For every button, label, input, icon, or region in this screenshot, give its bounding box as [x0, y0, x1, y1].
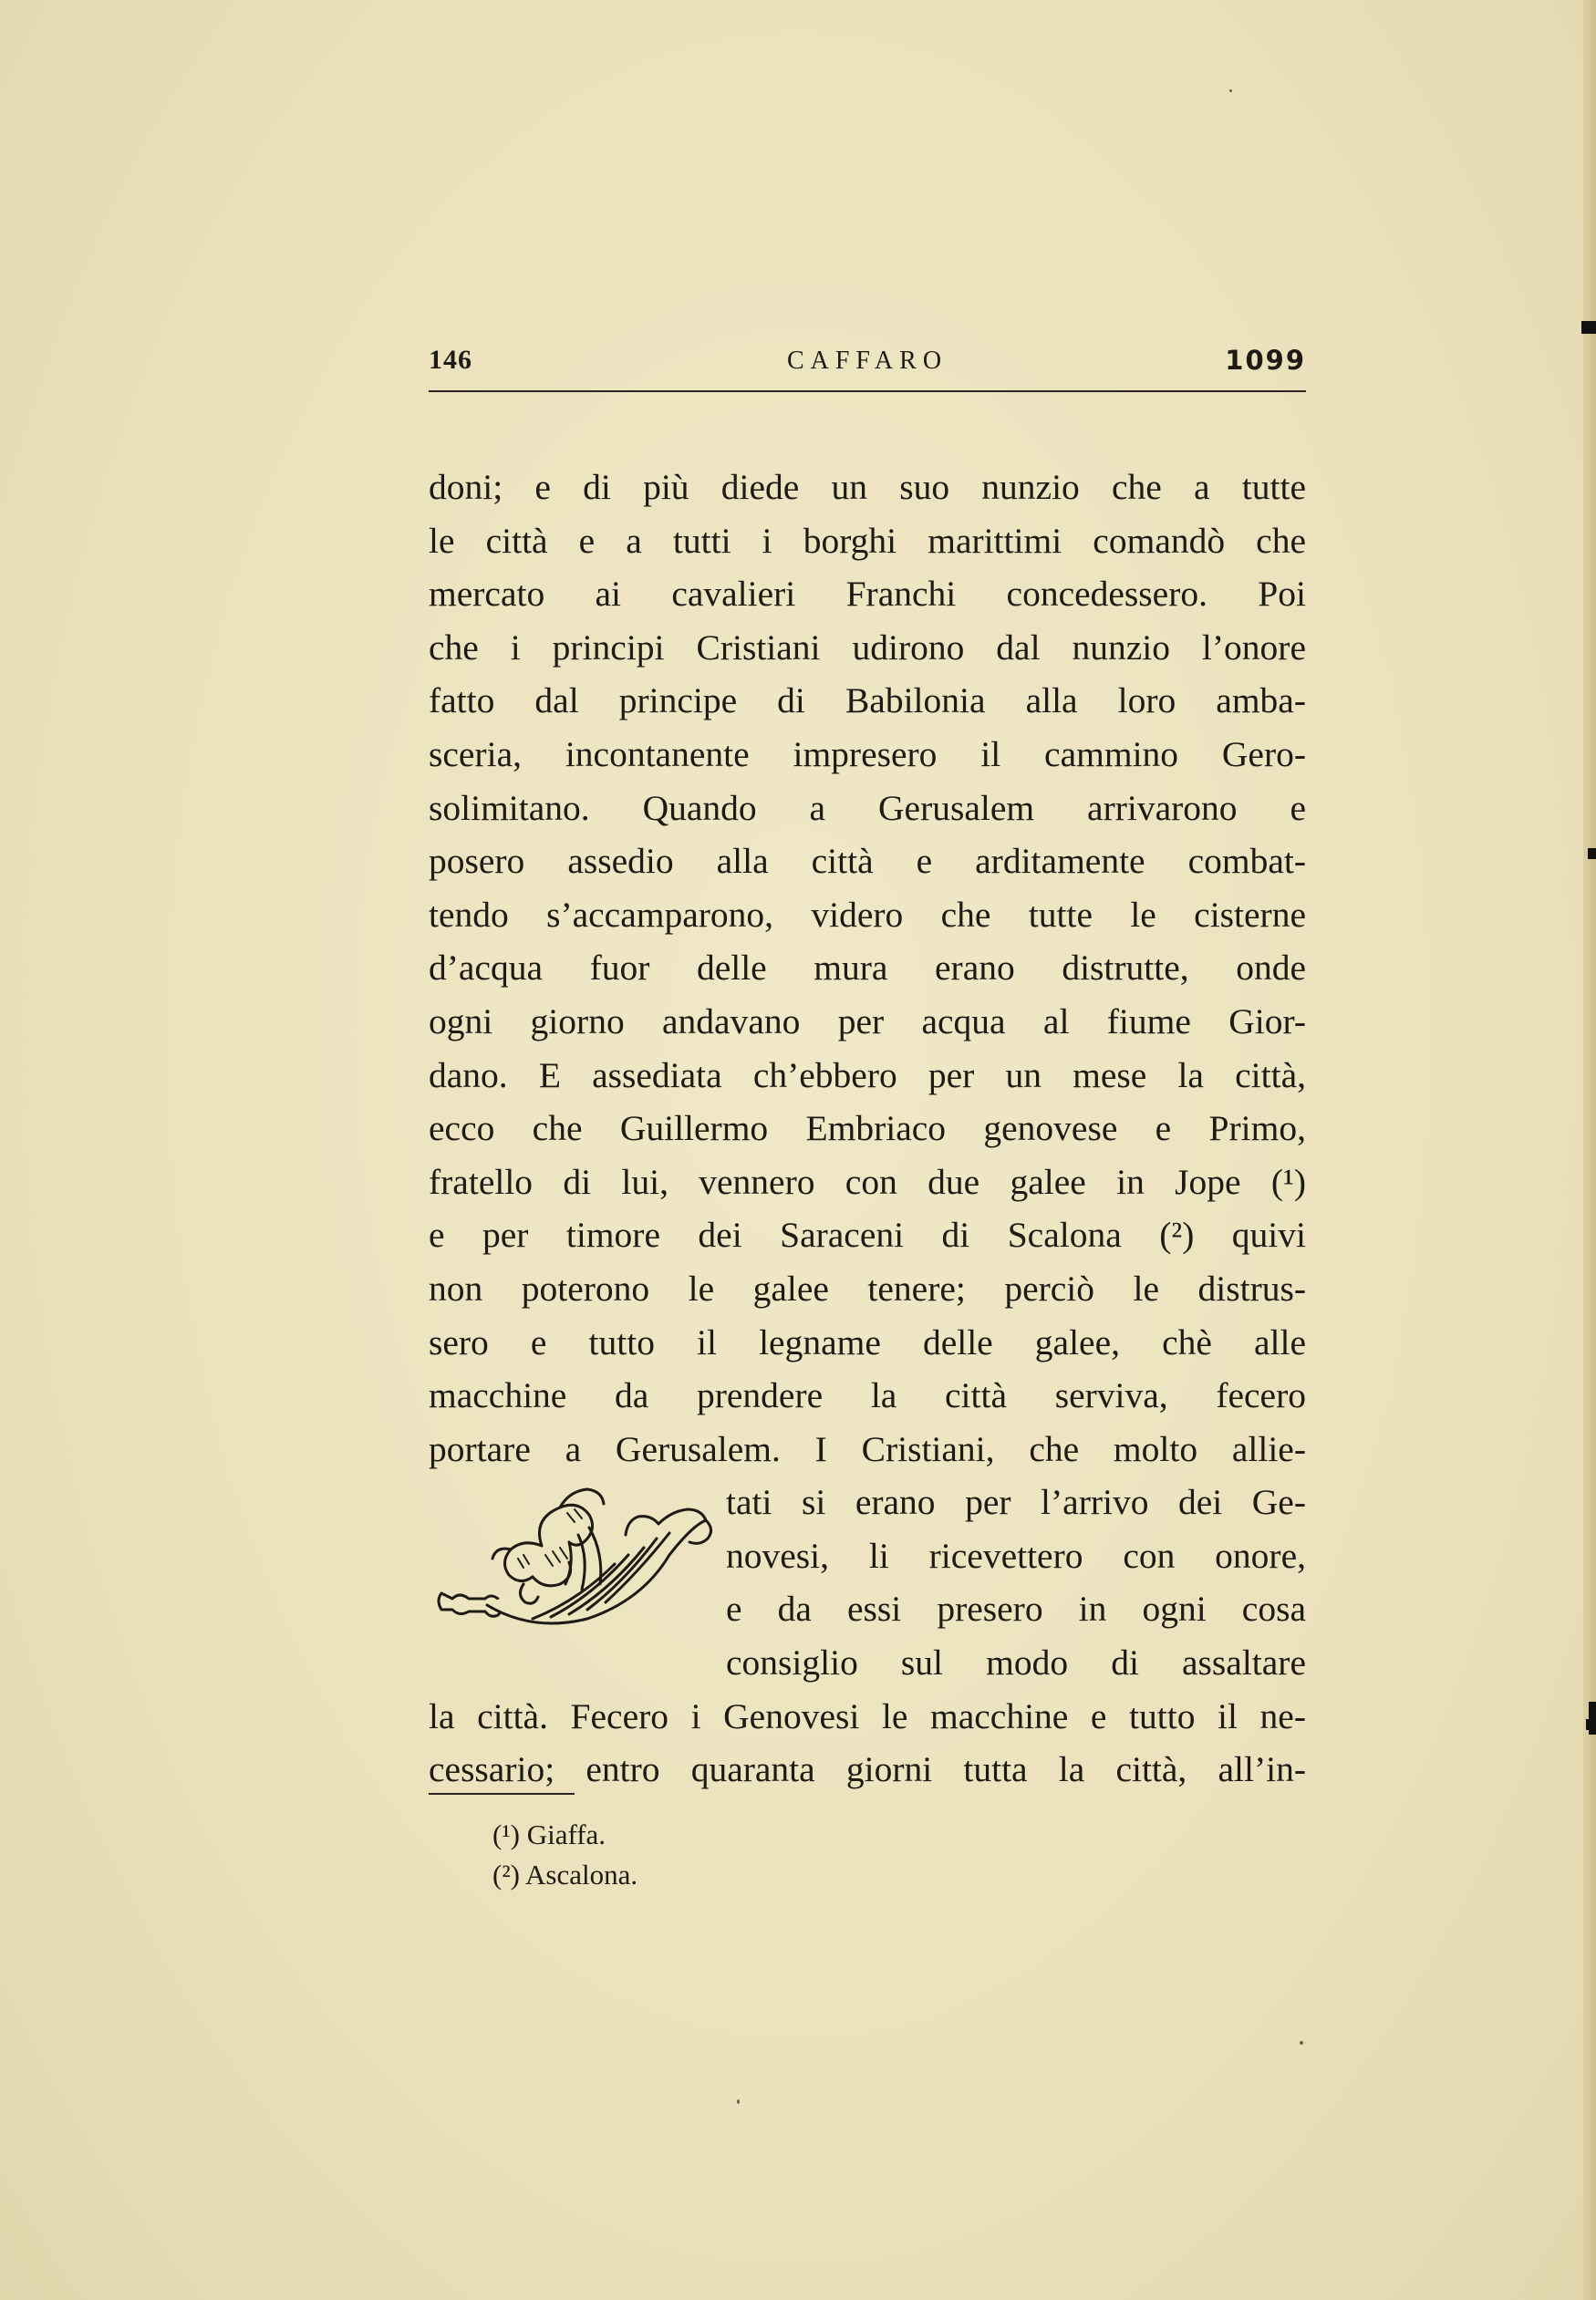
text-line: le città e a tutti i borghi marittimi comandò che	[429, 520, 1306, 561]
text-line: e da essi presero in ogni cosa	[726, 1589, 1306, 1630]
text-line: novesi, li ricevettero con onore,	[726, 1535, 1306, 1576]
text-line: non poterono le galee tenere; perciò le distrus-	[429, 1268, 1306, 1309]
page-number: 146	[429, 345, 472, 375]
running-header	[429, 345, 1306, 390]
footnote-text: Ascalona.	[525, 1859, 638, 1891]
footnotes	[492, 1815, 637, 1895]
running-title: CAFFARO	[786, 347, 948, 375]
text-line: mercato ai cavalieri Franchi concedessero. Poi	[429, 574, 1306, 615]
text-line: fratello di lui, vennero con due galee in Jope (¹)	[429, 1161, 1306, 1202]
paper-speck	[1300, 2041, 1303, 2045]
footnote-item	[492, 1815, 637, 1855]
text-line: tati si erano per l’arrivo dei Ge-	[726, 1482, 1306, 1523]
header-rule	[429, 390, 1306, 392]
footnote-item	[492, 1855, 637, 1895]
footnote-mark: (²)	[492, 1859, 520, 1891]
text-line: cessario; entro quaranta giorni tutta la città, all’in-	[429, 1749, 1306, 1790]
text-line: consiglio sul modo di assaltare	[726, 1642, 1306, 1684]
text-line: doni; e di più diede un suo nunzio che a tutte	[429, 467, 1306, 507]
scan-edge-mark	[1581, 321, 1596, 334]
paper-speck	[1229, 89, 1232, 92]
paper-speck	[737, 2099, 740, 2104]
text-line: d’acqua fuor delle mura erano distrutte, onde	[429, 948, 1306, 989]
text-line: la città. Fecero i Genovesi le macchine e tutto il ne-	[429, 1695, 1306, 1736]
scan-edge-mark	[1588, 848, 1596, 859]
acanthus-ornament-icon	[432, 1482, 720, 1678]
scan-edge-mark	[1586, 1719, 1596, 1730]
text-line: sceria, incontanente impresero il cammino Gero-	[429, 733, 1306, 774]
text-line: solimitano. Quando a Gerusalem arrivarono e	[429, 787, 1306, 828]
text-line: portare a Gerusalem. I Cristiani, che molto allie-	[429, 1428, 1306, 1469]
scan-edge	[1583, 0, 1596, 2300]
text-line: dano. E assediata ch’ebbero per un mese la città,	[429, 1054, 1306, 1095]
running-year: 1099	[1225, 345, 1306, 376]
text-line: macchine da prendere la città serviva, fecero	[429, 1375, 1306, 1416]
footnote-text: Giaffa.	[526, 1818, 606, 1850]
text-line: fatto dal principe di Babilonia alla loro amba-	[429, 680, 1306, 721]
text-line: posero assedio alla città e arditamente combat-	[429, 841, 1306, 882]
text-line: sero e tutto il legname delle galee, chè alle	[429, 1321, 1306, 1362]
footnote-rule	[429, 1793, 575, 1795]
text-line: che i principi Cristiani udirono dal nunzio l’onore	[429, 627, 1306, 668]
text-line: ecco che Guillermo Embriaco genovese e Primo,	[429, 1108, 1306, 1149]
text-line: tendo s’accamparono, videro che tutte le cisterne	[429, 894, 1306, 935]
text-line: e per timore dei Saraceni di Scalona (²) quivi	[429, 1215, 1306, 1256]
text-line: ogni giorno andavano per acqua al fiume Gior-	[429, 1000, 1306, 1041]
footnote-mark: (¹)	[492, 1818, 520, 1850]
